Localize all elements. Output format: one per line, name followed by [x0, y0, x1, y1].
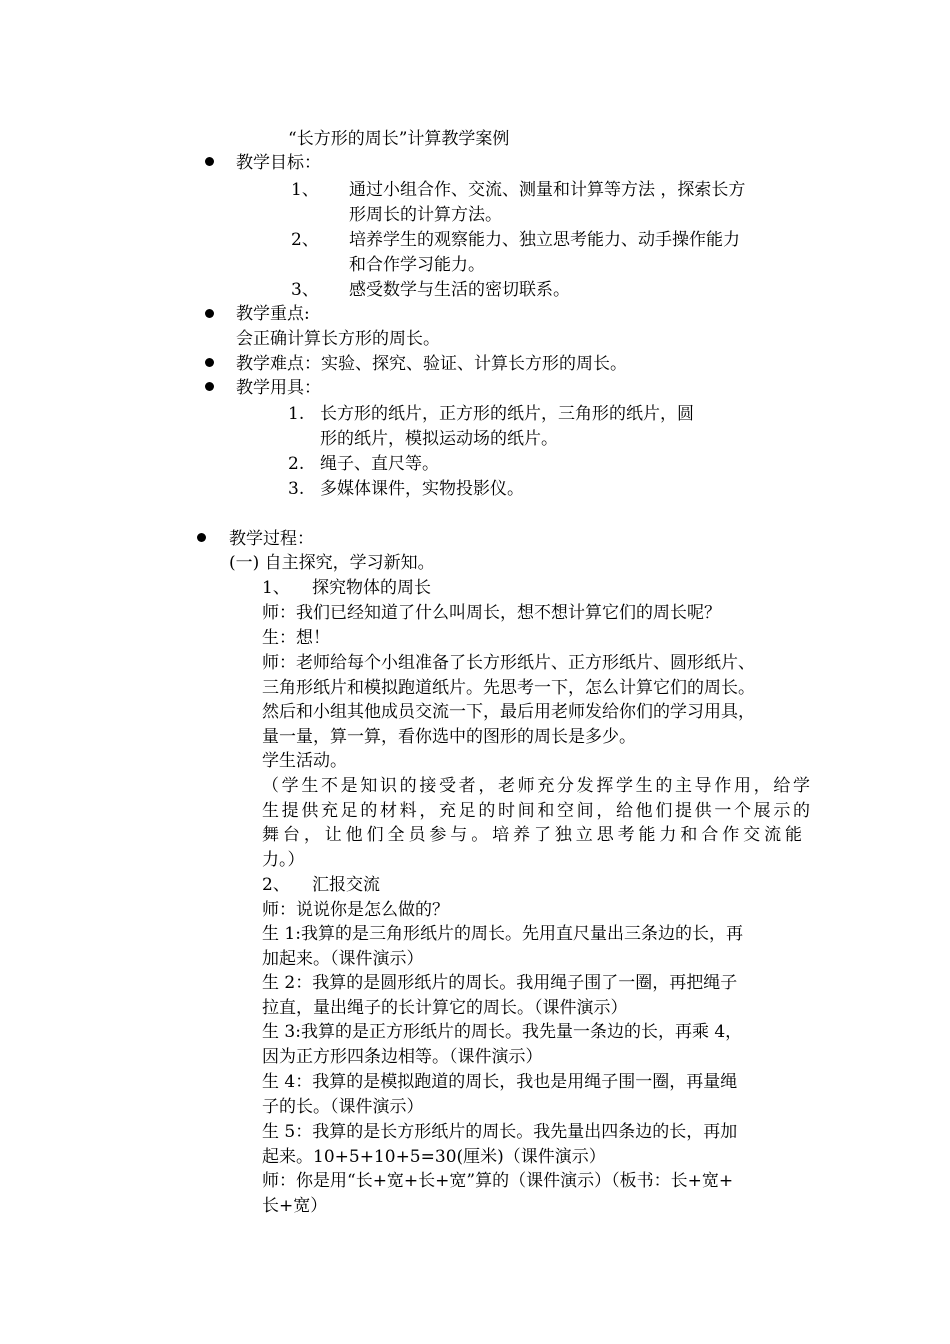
teacher-paragraph: [262, 651, 810, 749]
dialogue-line: 师：说说你是怎么做的？: [262, 900, 449, 920]
paragraph-line: 师：老师给每个小组准备了长方形纸片、正方形纸片、圆形纸片、: [262, 653, 755, 673]
tool-number: 3.: [288, 479, 305, 499]
paragraph-line: 生 4：我算的是模拟跑道的周长，我也是用绳子围一圈，再量绳: [262, 1072, 738, 1092]
paragraph-line: 力。）: [262, 849, 305, 870]
page-title: “长方形的周长”计算教学案例: [288, 129, 510, 149]
bullet-icon: [205, 382, 214, 391]
goal-number: 3、: [291, 280, 319, 300]
student-answer-3: [262, 1020, 810, 1069]
goals-heading: 教学目标：: [236, 153, 321, 173]
tool-text: 多媒体课件，实物投影仪。: [320, 479, 524, 499]
key-point-text: 会正确计算长方形的周长。: [236, 329, 440, 349]
dialogue-line: 师：我们已经知道了什么叫周长，想不想计算它们的周长呢？: [262, 603, 721, 623]
goal-text: 形周长的计算方法。: [349, 205, 502, 225]
process-heading: 教学过程：: [229, 529, 314, 549]
student-answer-1: [262, 922, 810, 971]
goal-text: 通过小组合作、交流、测量和计算等方法 ，探索长方: [349, 180, 746, 200]
paragraph-line: 长+宽）: [262, 1195, 328, 1216]
tool-number: 1.: [288, 404, 305, 424]
process-part-heading: (一) 自主探究，学习新知。: [229, 553, 435, 573]
activity-line: 学生活动。: [262, 751, 347, 771]
tool-text: 长方形的纸片，正方形的纸片，三角形的纸片，圆: [320, 404, 694, 424]
paragraph-line: 师：你是用“长+宽+长+宽”算的（课件演示）（板书：长+宽+: [262, 1171, 734, 1191]
tools-heading: 教学用具：: [236, 378, 321, 398]
paragraph-line: 生 1:我算的是三角形纸片的周长。先用直尺量出三条边的长，再: [262, 924, 743, 944]
step-number: 1、: [262, 578, 290, 598]
student-answer-5: [262, 1120, 810, 1169]
step-title: 探究物体的周长: [312, 578, 431, 598]
paragraph-line: 量一量，算一算，看你选中的图形的周长是多少。: [262, 726, 636, 747]
bullet-icon: [205, 309, 214, 318]
paragraph-line: 因为正方形四条边相等。（课件演示）: [262, 1046, 543, 1067]
paragraph-line: 生 3:我算的是正方形纸片的周长。我先量一条边的长，再乘 4，: [262, 1022, 743, 1042]
bullet-icon: [197, 533, 206, 542]
goal-number: 2、: [291, 230, 319, 250]
dialogue-line: 生：想！: [262, 628, 330, 648]
bullet-icon: [205, 358, 214, 367]
paragraph-line: 起来。10+5+10+5=30(厘米)（课件演示）: [262, 1146, 606, 1167]
goal-text: 感受数学与生活的密切联系。: [349, 280, 570, 300]
student-answer-4: [262, 1070, 810, 1119]
note-paragraph: [262, 774, 810, 872]
paragraph-line: 生 2：我算的是圆形纸片的周长。我用绳子围了一圈，再把绳子: [262, 973, 738, 993]
key-point-heading: 教学重点:: [236, 304, 310, 324]
step-number: 2、: [262, 875, 290, 895]
paragraph-line: 舞台，让他们全员参与。培养了独立思考能力和合作交流能: [262, 825, 802, 845]
paragraph-line: 三角形纸片和模拟跑道纸片。先思考一下，怎么计算它们的周长。: [262, 677, 755, 698]
paragraph-line: 加起来。（课件演示）: [262, 948, 424, 969]
difficulty-heading: 教学难点：实验、探究、验证、计算长方形的周长。: [236, 354, 627, 374]
paragraph-line: 子的长。（课件演示）: [262, 1096, 424, 1117]
step-title: 汇报交流: [312, 875, 380, 895]
tool-number: 2.: [288, 454, 305, 474]
paragraph-line: 生提供充足的材料，充足的时间和空间，给他们提供一个展示的: [262, 800, 810, 821]
teacher-conclusion: [262, 1169, 810, 1218]
paragraph-line: 然后和小组其他成员交流一下，最后用老师发给你们的学习用具，: [262, 702, 755, 722]
paragraph-line: （学生不是知识的接受者，老师充分发挥学生的主导作用，给学: [262, 776, 810, 796]
goal-text: 培养学生的观察能力、独立思考能力、动手操作能力: [349, 230, 740, 250]
goal-number: 1、: [291, 180, 319, 200]
student-answer-2: [262, 971, 810, 1020]
paragraph-line: 拉直，量出绳子的长计算它的周长。（课件演示）: [262, 997, 628, 1018]
goal-text: 和合作学习能力。: [349, 255, 485, 275]
bullet-icon: [205, 157, 214, 166]
tool-text: 形的纸片，模拟运动场的纸片。: [320, 429, 558, 449]
tool-text: 绳子、直尺等。: [320, 454, 439, 474]
paragraph-line: 生 5：我算的是长方形纸片的周长。我先量出四条边的长，再加: [262, 1122, 738, 1142]
